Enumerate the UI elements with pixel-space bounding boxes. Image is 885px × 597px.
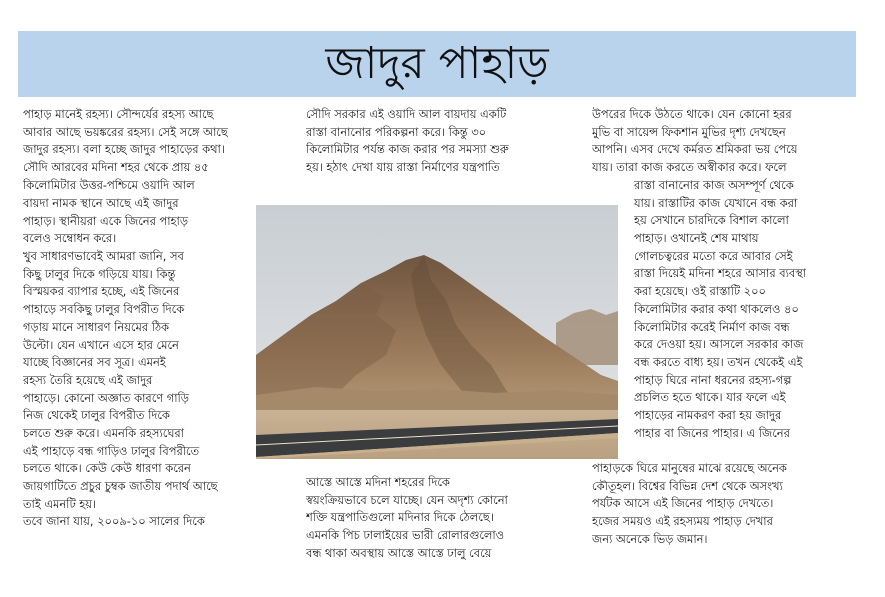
- text-line: চলতে শুরু করে। এমনকি রহস্যঘেরা: [23, 425, 184, 440]
- text-line: হয় সেখানে চারদিকে বিশাল কালো: [634, 213, 789, 228]
- mountain-photo: [256, 205, 618, 459]
- text-line: পাহাড়ের নামকরণ করা হয় জাদুর: [634, 407, 782, 422]
- text-line: যায়। রাস্তাটির কাজ যেখানে বন্ধ করা: [634, 195, 798, 210]
- text-line: কিলোমিটার পর্যন্ত কাজ করার পর সমস্যা শুরু: [306, 142, 509, 157]
- text-line: প্রচলিত হতে থাকে। যার ফলে এই: [634, 390, 786, 405]
- text-line: পাহাড়। স্থানীয়রা একে জিনের পাহাড়: [23, 213, 188, 228]
- text-line: উল্টো। যেন এখানে এসে হার মেনে: [23, 337, 179, 352]
- column-1-top: [23, 106, 228, 194]
- text-line: করে দেওয়া হয়। আসলে সরকার কাজ: [634, 337, 804, 352]
- text-line: নিজ থেকেই ঢালুর বিপরীত দিকে: [23, 408, 170, 423]
- text-line: আস্তে আস্তে মদিনা শহরের দিকে: [306, 475, 450, 489]
- text-line: সৌদি সরকার এই ওয়াদি আল বায়দায় একটি: [306, 107, 507, 121]
- text-line: তবে জানা যায়, ২০০৯-১০ সালের দিকে: [23, 514, 205, 529]
- text-line: কিলোমিটার করেই নির্মাণ কাজ বন্ধ: [634, 319, 790, 334]
- text-line: পাহার বা জিনের পাহার। এ জিনের: [634, 425, 790, 440]
- mountain-road-image: [256, 205, 618, 459]
- text-line: আপনি। এসব দেখে কর্মরত শ্রমিকরা ভয় পেয়ে: [592, 142, 798, 157]
- text-line: রাস্তা বানানোর কাজ অসম্পূর্ণ থেকে: [634, 178, 794, 192]
- text-line: মুভি বা সায়েন্স ফিকশান মুভির দৃশ্য দেখছেন: [592, 124, 786, 139]
- column-3-middle: [634, 177, 806, 442]
- text-line: বলেও সম্বোধন করে।: [23, 231, 117, 246]
- text-line: বন্ধ থাকা অবস্থায় আস্তে আস্তে ঢালু বেয়ে: [306, 545, 492, 560]
- column-2-top: [306, 106, 509, 177]
- text-line: করা হয়েছে। ওই রাস্তাটি ২০০: [634, 284, 766, 299]
- text-line: স্বয়ংক্রিয়ভাবে চলে যাচ্ছে। যেন অদৃশ্য কোনো: [306, 492, 508, 507]
- text-line: পর্যটক আসে এই জিনের পাহাড় দেখতে।: [592, 496, 774, 511]
- text-line: উপরের দিকে উঠতে থাকে। যেন কোনো হরর: [592, 107, 792, 121]
- text-line: হজের সময়ও এই রহস্যময় পাহাড় দেখার: [592, 514, 773, 529]
- text-line: কিলোমিটার উত্তর-পশ্চিমে ওয়াদি আল: [23, 177, 195, 192]
- text-line: জায়গাটিতে প্রচুর চুম্বক জাতীয় পদার্থ আছে: [23, 479, 218, 493]
- text-line: গোলচত্বরের মতো করে আবার সেই: [634, 248, 793, 263]
- text-line: কৌতূহল। বিশ্বের বিভিন্ন দেশ থেকে অসংখ্য: [592, 478, 783, 493]
- text-line: এমনকি পিচ ঢালাইয়ের ভারী রোলারগুলোও: [306, 528, 505, 543]
- text-line: তাই এমনটি হয়।: [23, 496, 97, 511]
- text-line: রাস্তা দিয়েই মদিনা শহরে আসার ব্যবস্থা: [634, 266, 807, 281]
- column-3-bottom: [592, 460, 787, 548]
- text-line: কিছু ঢালুর দিকে গড়িয়ে যায়। কিন্তু: [23, 266, 176, 281]
- text-line: পাহাড় ঘিরে নানা ধরনের রহস্য-গল্প: [634, 372, 792, 387]
- text-line: পাহাড়ে সবকিছু ঢালুর বিপরীত দিকে: [23, 302, 185, 317]
- column-2-bottom: [306, 474, 508, 562]
- text-line: সৌদি আরবের মদিনা শহর থেকে প্রায় ৪৫: [23, 160, 209, 175]
- page-title: জাদুর পাহাড়: [325, 38, 549, 89]
- text-line: হয়। হঠাৎ দেখা যায় রাস্তা নির্মাণের যন্ত্রপাতি: [306, 160, 500, 175]
- text-line: পাহাড়কে ঘিরে মানুষের মাঝে রয়েছে অনেক: [592, 461, 787, 475]
- text-line: বন্ধ করতে বাধ্য হয়। তখন থেকেই এই: [634, 354, 803, 369]
- text-line: পাহাড়ে। কোনো অজ্ঞাত কারণে গাড়ি: [23, 390, 189, 405]
- text-line: রহস্য তৈরি হয়েছে এই জাদুর: [23, 372, 153, 387]
- text-line: খুব সাধারণভাবেই আমরা জানি, সব: [23, 249, 184, 264]
- text-line: গড়ায় মানে সাধারণ নিয়মের ঠিক: [23, 319, 170, 334]
- text-line: বিস্ময়কর ব্যাপার হচ্ছে, এই জিনের: [23, 284, 180, 299]
- text-line: পাহাড় মানেই রহস্য। সৌন্দর্যের রহস্য আছে: [23, 107, 214, 121]
- text-line: পাহাড়। ওখানেই শেষ মাথায়: [634, 231, 759, 246]
- text-line: রাস্তা বানানোর পরিকল্পনা করে। কিন্তু ৩০: [306, 124, 487, 139]
- text-line: আবার আছে ভয়ঙ্করের রহস্য। সেই সঙ্গে আছে: [23, 124, 228, 139]
- column-3-top: [592, 106, 797, 177]
- text-line: এই পাহাড়ে বন্ধ গাড়িও ঢালুর বিপরীতে: [23, 443, 200, 458]
- text-line: কিলোমিটার করার কথা থাকলেও ৪০: [634, 301, 799, 316]
- text-line: যায়। তারা কাজ করতে অস্বীকার করে। ফলে: [592, 160, 787, 175]
- text-line: শক্তি যন্ত্রপাতিগুলো মদিনার দিকে ঠেলছে।: [306, 510, 494, 525]
- text-line: জন্য অনেকে ভিড় জমান।: [592, 531, 708, 546]
- column-1-body: [23, 195, 218, 531]
- text-line: বায়দা নামক স্থানে আছে এই জাদুর: [23, 196, 179, 210]
- text-line: জাদুর রহস্য। বলা হচ্ছে জাদুর পাহাড়ের কথা।: [23, 142, 225, 157]
- text-line: যাচ্ছে বিজ্ঞানের সব সূত্র। এমনই: [23, 355, 166, 370]
- text-line: চলতে থাকে। কেউ কেউ ধারণা করেন: [23, 461, 191, 476]
- title-banner: [18, 31, 856, 97]
